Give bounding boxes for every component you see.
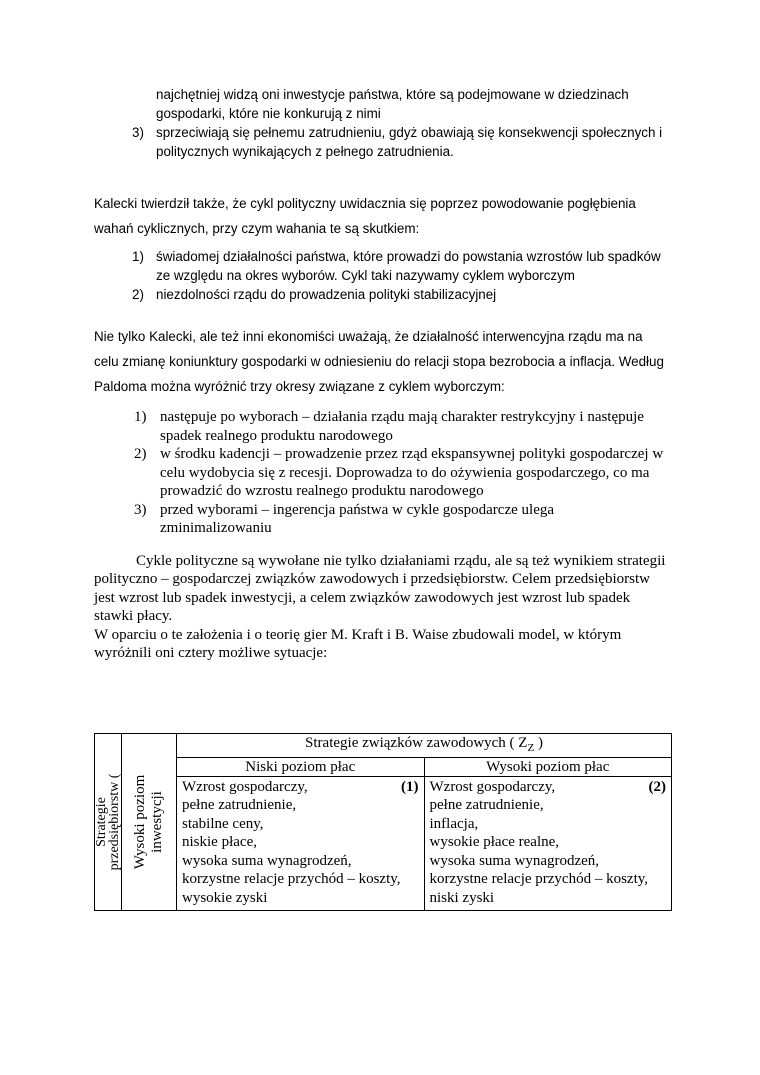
cell-line: niski zyski xyxy=(429,889,495,906)
list-number: 3) xyxy=(134,501,147,518)
cell-line: wysoka suma wynagrodzeń, xyxy=(182,852,352,869)
paragraph-kraft-waise: W oparciu o te założenia i o teorię gier M. Kraft i B. Waise zbudowali model, w którym wyróżnili oni cztery możliwe sytuacje: xyxy=(94,626,622,661)
cell-line: inflacja, xyxy=(429,815,479,832)
scenario-cell-2 xyxy=(424,776,672,911)
list-number: 1) xyxy=(134,409,147,425)
list-text: sprzeciwiają się pełnemu zatrudnieniu, gdyż obawiają się konsekwencji społecznych i politycznych wynikających z pełnego zatrudnienia. xyxy=(156,125,663,159)
cell-first-line: Wzrost gospodarczy, (2) xyxy=(429,778,666,795)
column-header-high-wages: Wysoki poziom płac xyxy=(424,757,672,776)
list-text: niezdolności rządu do prowadzenia polityki stabilizacyjnej xyxy=(156,287,497,302)
row-label-cell xyxy=(122,733,177,911)
list-number: 2) xyxy=(134,446,147,462)
column-group-label: Strategie związków zawodowych ( Z xyxy=(305,734,528,751)
row-label: Wysoki poziom inwestycji xyxy=(132,774,165,870)
scenario-number: (2) xyxy=(648,778,666,795)
cell-line: wysokie zyski xyxy=(182,889,268,906)
scenario-cell-1 xyxy=(177,776,425,911)
paragraph-kalecki-cycle: Kalecki twierdził także, że cykl polityczny uwidacznia się poprzez powodowanie pogłębienia wahań cyklicznych, przy czym wahania te są skutkiem: xyxy=(94,196,636,236)
cell-line: pełne zatrudnienie, xyxy=(429,797,544,813)
list-text: w środku kadencji – prowadzenie przez rząd ekspansywnej polityki gospodarczej w celu wydobycia się z recesji. Doprowadza to do ożywienia gospodarczego, co ma prowadzić do wzrostu realnego produktu narodowego xyxy=(160,446,664,499)
list-item xyxy=(134,501,666,538)
subscript: Z xyxy=(527,741,535,754)
cell-line: stabilne ceny, xyxy=(182,815,264,832)
column-header-low-wages: Niski poziom płac xyxy=(177,757,425,776)
strategy-matrix-table xyxy=(94,733,672,912)
list-number: 1) xyxy=(132,249,144,264)
scenario-number: (1) xyxy=(401,778,419,795)
list-election-periods xyxy=(94,408,666,538)
list-item xyxy=(132,247,666,285)
cell-line: niskie płace, xyxy=(182,834,257,850)
row-group-header-cell xyxy=(95,733,122,911)
list-text: następuje po wyborach – działania rządu mają charakter restrykcyjny i następuje spadek realnego produktu narodowego xyxy=(160,409,644,444)
cell-line: wysoka suma wynagrodzeń, xyxy=(429,852,600,869)
list-text: przed wyborami – ingerencja państwa w cykle gospodarcze ulega zminimalizowaniu xyxy=(160,501,555,536)
column-group-header-cell: Strategie związków zawodowych ( $Z_Z$ ) xyxy=(177,733,672,757)
cell-line: wysokie płace realne, xyxy=(429,834,560,850)
cell-line: korzystne relacje przychód – koszty, xyxy=(182,871,401,887)
list-item xyxy=(134,445,666,501)
list-text: świadomej działalności państwa, które prowadzi do powstania wzrostów lub spadków ze względu na okres wyborów. Cykl taki nazywamy cyklem wyborczym xyxy=(156,249,661,283)
list-item-3 xyxy=(132,123,666,161)
table-row xyxy=(95,733,672,757)
list-number: 3) xyxy=(132,125,144,140)
paragraph-political-cycles: Cykle polityczne są wywołane nie tylko działaniami rządu, ale są też wynikiem strategii polityczno – gospodarczej związków zawodowych i przedsiębiorstw. Celem przedsiębiorstw jest wzrost lub spadek inwestycji, a celem związków zawodowych jest wzrost lub spadek stawki płacy. xyxy=(94,552,666,624)
paragraph-paldom: Nie tylko Kalecki, ale też inni ekonomiści uważają, że działalność interwencyjna rządu ma na celu zmianę koniunktury gospodarki w odniesieniu do relacji stopa bezrobocia a inflacja. Według Paldoma można wyróżnić trzy okresy związane z cyklem wyborczym: xyxy=(94,329,664,394)
cell-line: pełne zatrudnienie, xyxy=(182,797,297,813)
list-item xyxy=(134,408,666,445)
list-number: 2) xyxy=(132,287,144,302)
list-item-continuation: najchętniej widzą oni inwestycje państwa, które są podejmowane w dziedzinach gospodarki, które nie konkurują z nimi xyxy=(156,87,629,121)
cell-line: korzystne relacje przychód – koszty, xyxy=(429,871,649,887)
list-cycle-causes xyxy=(94,247,666,304)
table-row xyxy=(95,757,672,776)
row-group-label: Strategie przedsiębiorstw ( xyxy=(94,773,122,871)
table-row xyxy=(95,776,672,911)
cell-first-line: Wzrost gospodarczy, (1) xyxy=(182,778,419,795)
list-item xyxy=(132,285,666,304)
